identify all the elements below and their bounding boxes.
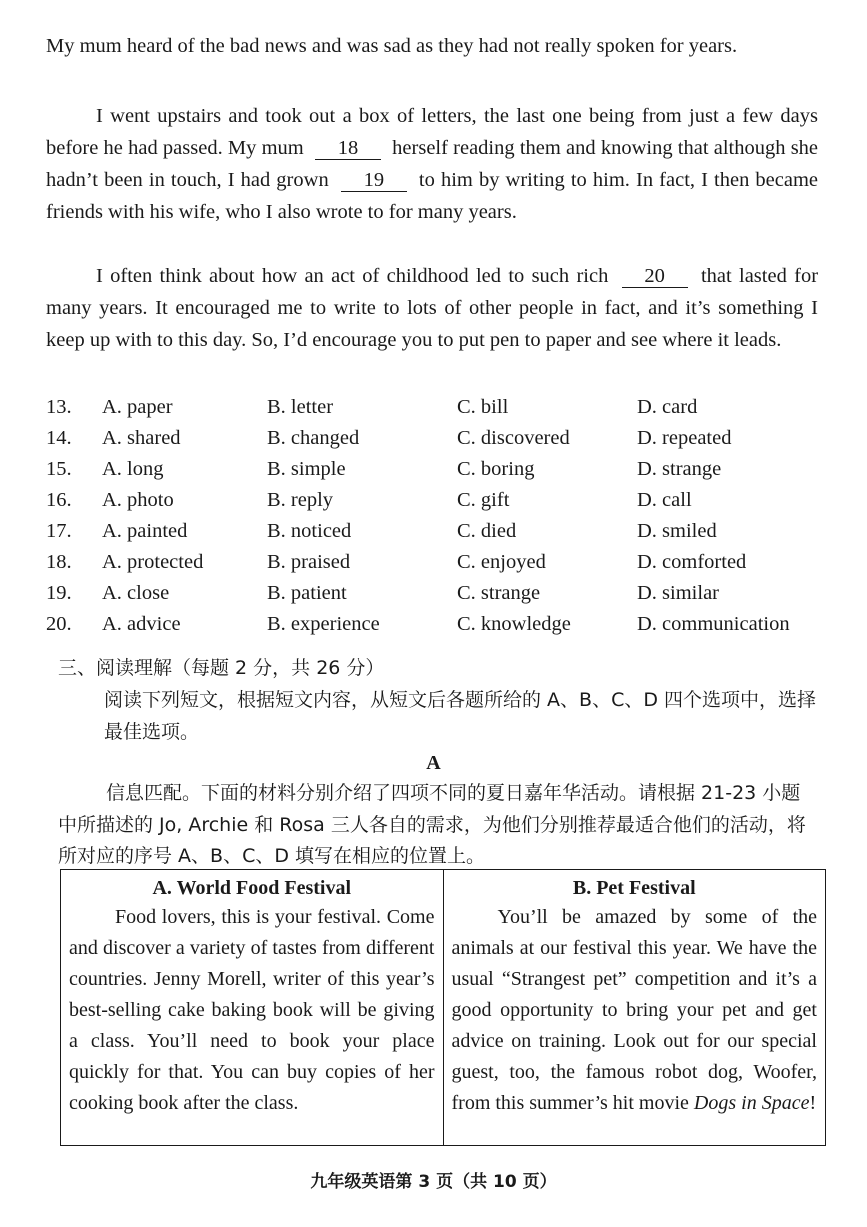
option-d: D. repeated: [637, 427, 732, 449]
passage-text: that lasted for many years. It encouraged me to write to lots of other people in fact, and it’s something I keep up with to this day. So, I’d encourage you to put pen to paper and see where it leads.: [46, 265, 819, 351]
option-d: D. card: [637, 396, 698, 418]
question-20-options: [46, 609, 826, 640]
option-c: C. discovered: [457, 427, 570, 449]
question-16-options: [46, 485, 826, 516]
option-a: A. shared: [102, 427, 181, 449]
blank-18: 18: [315, 137, 381, 160]
question-number: 18.: [46, 551, 72, 573]
question-15-options: [46, 454, 826, 485]
question-number: 20.: [46, 613, 72, 635]
festival-box-a: [61, 870, 443, 1145]
question-number: 14.: [46, 427, 72, 449]
matching-instruction: [58, 778, 818, 873]
page-footer: 九年级英语第 3 页（共 10 页）: [310, 1172, 557, 1192]
festival-b-end: !: [809, 1092, 817, 1114]
option-d: D. smiled: [637, 520, 717, 542]
option-c: C. strange: [457, 582, 541, 604]
blank-20: 20: [622, 265, 688, 288]
question-number: 13.: [46, 396, 72, 418]
option-c: C. boring: [457, 458, 535, 480]
option-a: A. painted: [102, 520, 188, 542]
movie-title: Dogs in Space: [693, 1092, 810, 1114]
passage-text: to him by writing to him. In fact, I then became friends with his wife, who I also wrote to for many years.: [46, 169, 819, 223]
festival-a-body: Food lovers, this is your festival. Come and discover a variety of tastes from different countries. Jenny Morell, writer of this year’s best-selling cake baking book will be giving a class. You’ll need to book your place quickly for that. You can buy copies of her cooking book after the class.: [69, 906, 435, 1114]
option-b: B. experience: [267, 613, 380, 635]
option-d: D. strange: [637, 458, 722, 480]
passage-text: herself reading them and knowing that although she hadn’t been in touch, I had grown: [46, 137, 819, 191]
festival-table: [60, 869, 826, 1146]
option-b: B. reply: [267, 489, 334, 511]
option-d: D. call: [637, 489, 692, 511]
option-d: D. similar: [637, 582, 719, 604]
passage-text: My mum heard of the bad news and was sad as they had not really spoken for years.: [46, 35, 738, 57]
matching-instruction-text: 信息匹配。下面的材料分别介绍了四项不同的夏日嘉年华活动。请根据 21-23 小题中所描述的 Jo, Archie 和 Rosa 三人各自的需求，为他们分别推荐最适合他们的活动，将所对应的序号 A、B、C、D 填写在相应的位置上。: [58, 782, 806, 867]
passage-paragraph-1: [46, 30, 818, 62]
option-a: A. close: [102, 582, 170, 604]
festival-b-text: [452, 902, 818, 1119]
festival-b-title: B. Pet Festival: [572, 877, 696, 899]
part-label: A: [426, 752, 441, 774]
festival-a-title: A. World Food Festival: [152, 877, 352, 899]
option-a: A. advice: [102, 613, 181, 635]
option-b: B. noticed: [267, 520, 352, 542]
section-heading: 三、阅读理解（每题 2 分，共 26 分）: [58, 657, 385, 679]
passage-paragraph-3: [46, 260, 818, 356]
option-c: C. died: [457, 520, 517, 542]
question-14-options: [46, 423, 826, 454]
question-number: 19.: [46, 582, 72, 604]
option-b: B. simple: [267, 458, 346, 480]
section-instruction: 阅读下列短文，根据短文内容，从短文后各题所给的 A、B、C、D 四个选项中，选择最佳选项。: [104, 689, 817, 743]
passage-paragraph-2: [46, 100, 818, 228]
option-a: A. protected: [102, 551, 204, 573]
festival-b-body: You’ll be amazed by some of the animals at our festival this year. We have the usual “Strangest pet” competition and it’s a good opportunity to bring your pet and get advice on training. Look out for our special guest, too, the famous robot dog, Woofer, from this summer’s hit movie: [451, 906, 817, 1114]
question-13-options: [46, 392, 826, 423]
question-number: 17.: [46, 520, 72, 542]
option-d: D. communication: [637, 613, 790, 635]
option-b: B. praised: [267, 551, 351, 573]
option-b: B. patient: [267, 582, 347, 604]
festival-a-text: [69, 902, 435, 1119]
question-19-options: [46, 578, 826, 609]
passage-text: I went upstairs and took out a box of letters, the last one being from just a few days before he had passed. My mum: [46, 105, 818, 159]
blank-19: 19: [341, 169, 407, 192]
question-17-options: [46, 516, 826, 547]
option-a: A. photo: [102, 489, 174, 511]
option-b: B. changed: [267, 427, 360, 449]
option-c: C. enjoyed: [457, 551, 546, 573]
option-a: A. long: [102, 458, 164, 480]
option-c: C. bill: [457, 396, 509, 418]
question-number: 16.: [46, 489, 72, 511]
option-a: A. paper: [102, 396, 173, 418]
question-number: 15.: [46, 458, 72, 480]
option-d: D. comforted: [637, 551, 747, 573]
festival-box-b: [443, 870, 826, 1145]
answer-options: [46, 392, 826, 640]
option-b: B. letter: [267, 396, 334, 418]
passage-text: I often think about how an act of childhood led to such rich: [96, 265, 609, 287]
option-c: C. gift: [457, 489, 510, 511]
option-c: C. knowledge: [457, 613, 571, 635]
question-18-options: [46, 547, 826, 578]
